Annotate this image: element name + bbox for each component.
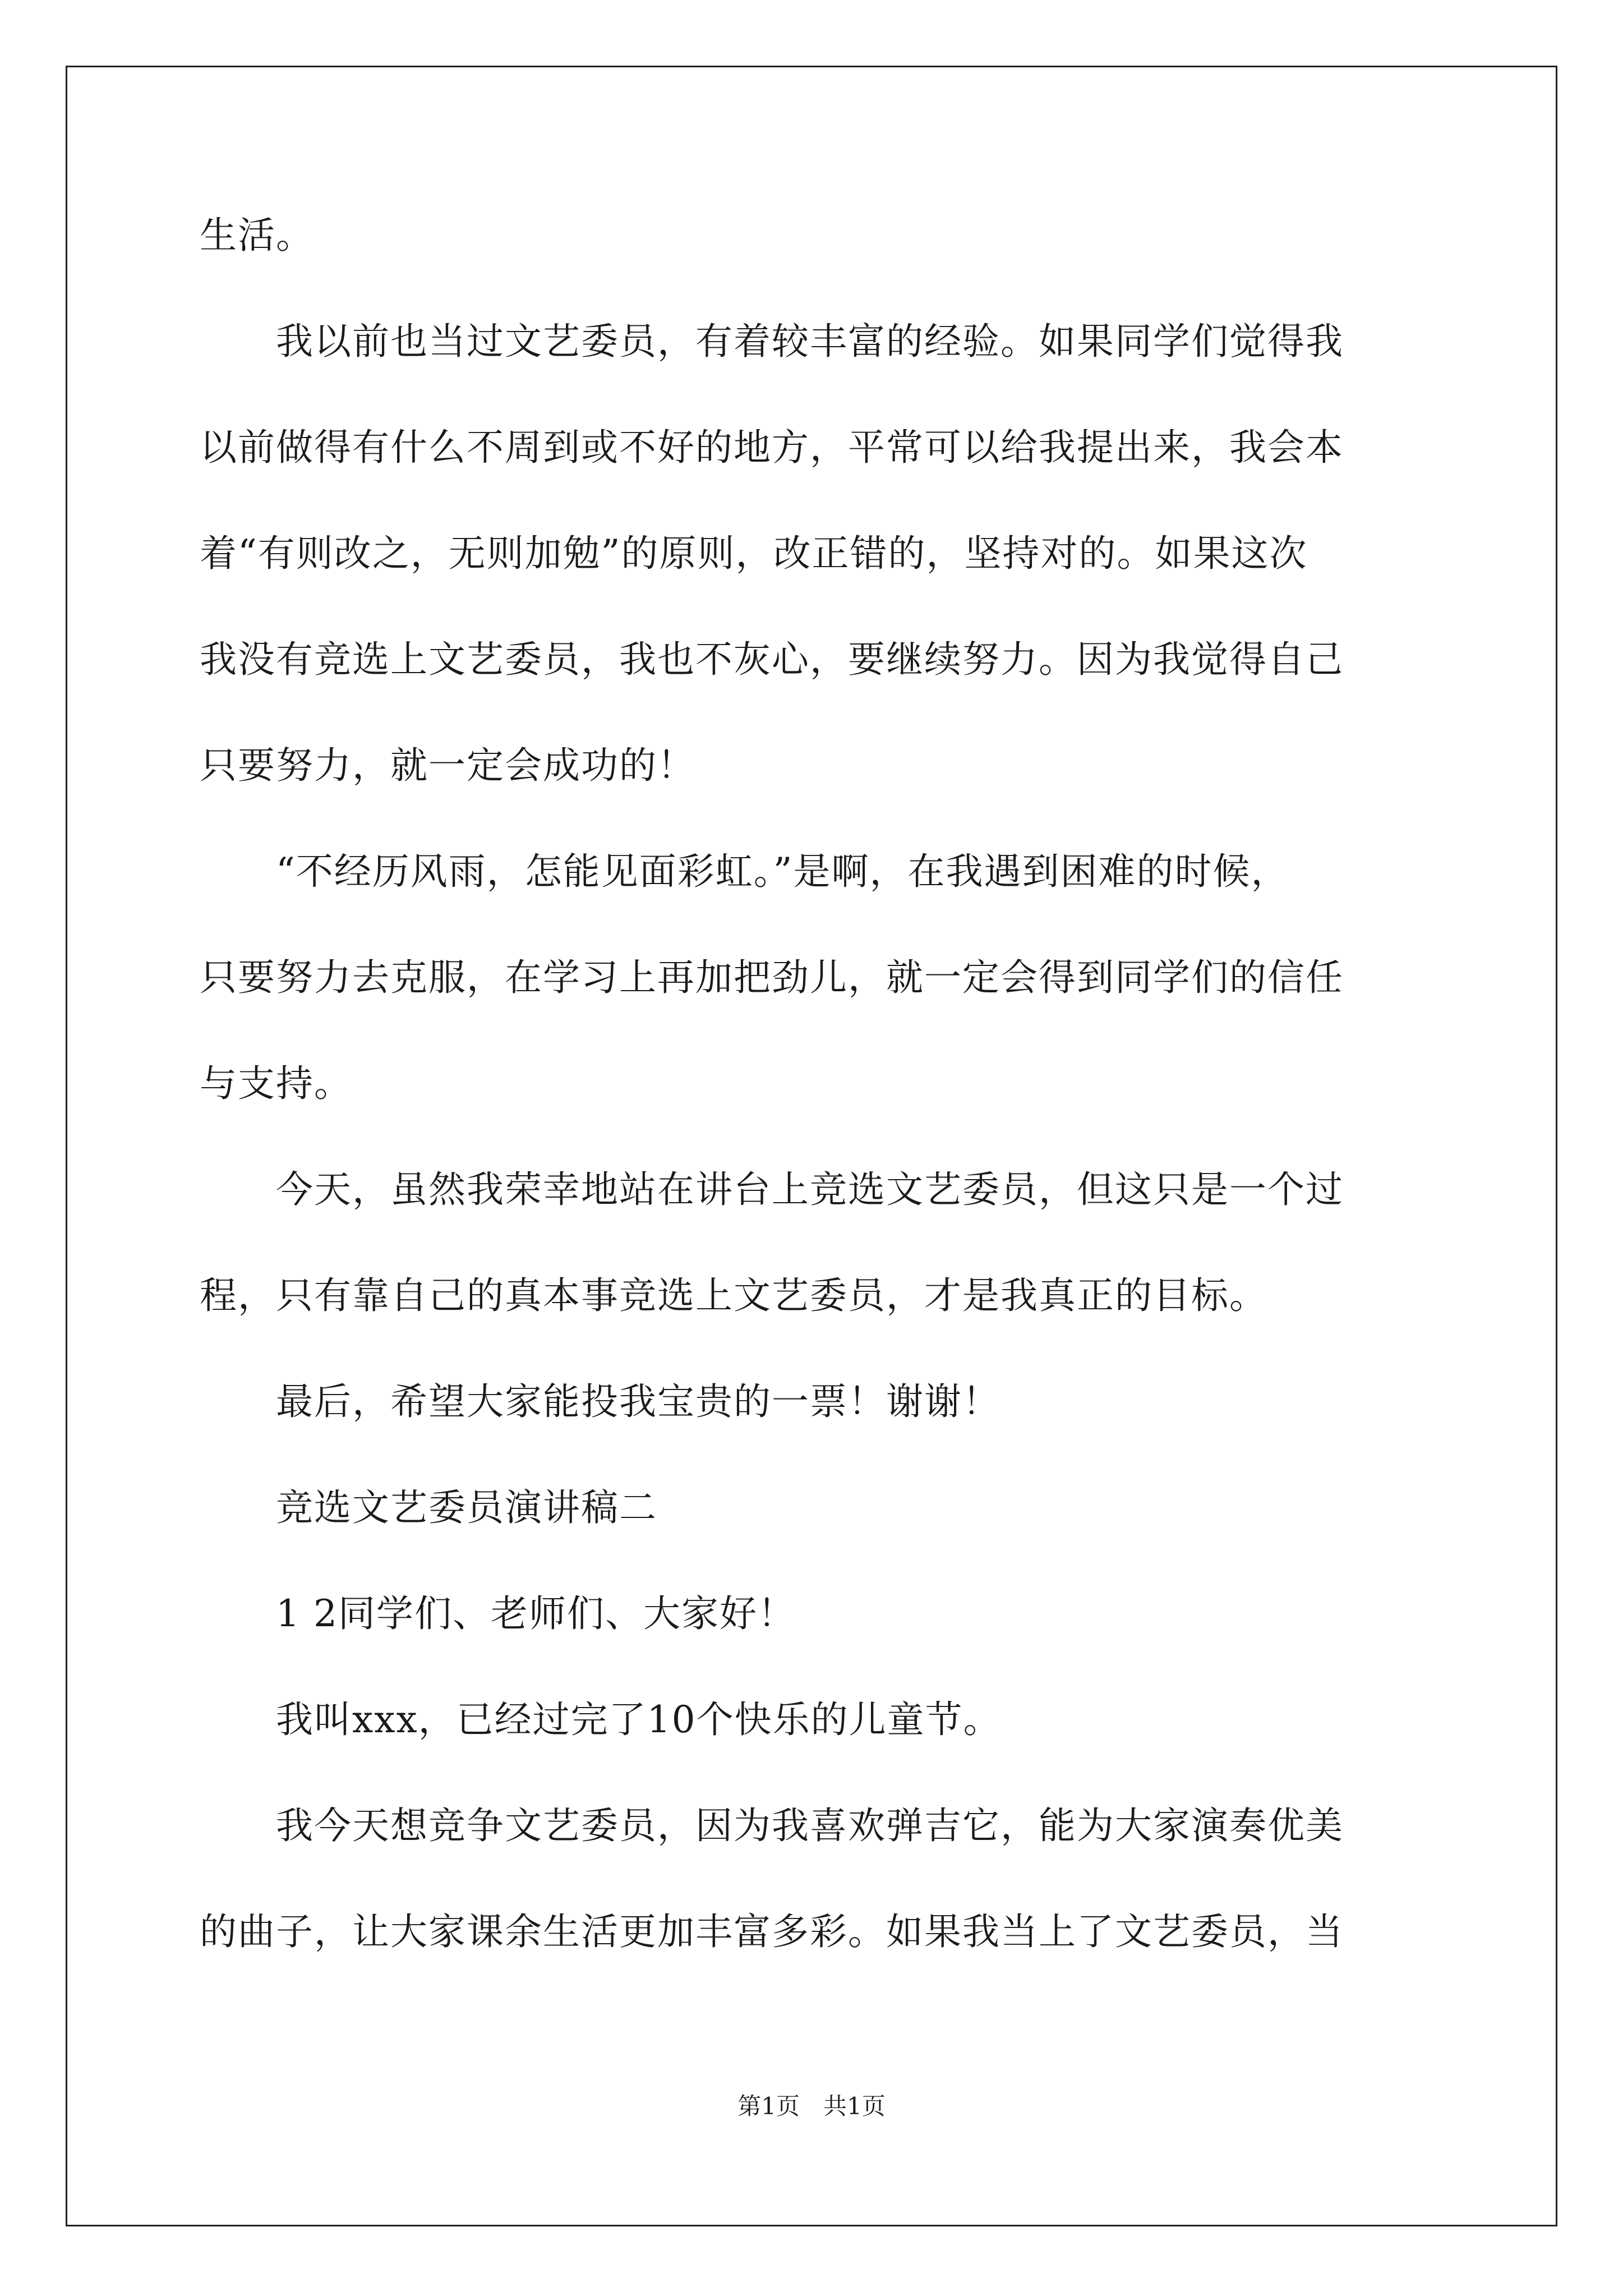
text-line: 只要努力，就一定会成功的！ <box>200 744 695 787</box>
text-line: 的曲子，让大家课余生活更加丰富多彩。如果我当上了文艺委员，当 <box>200 1910 1344 1953</box>
page-number-footer: 第1页 共1页 <box>737 2092 886 2120</box>
text-line: 1 2同学们、老师们、大家好！ <box>200 1592 796 1635</box>
text-line: 与支持。 <box>200 1062 352 1105</box>
text-line: 我没有竞选上文艺委员，我也不灰心，要继续努力。因为我觉得自己 <box>200 638 1344 681</box>
text-line: 生活。 <box>200 214 314 257</box>
text-line: 最后，希望大家能投我宝贵的一票！谢谢！ <box>200 1380 1000 1423</box>
section-heading: 竞选文艺委员演讲稿二 <box>200 1486 657 1529</box>
text-line: 着“有则改之，无则加勉”的原则，改正错的，坚持对的。如果这次 <box>200 532 1308 575</box>
text-line: 今天，虽然我荣幸地站在讲台上竞选文艺委员，但这只是一个过 <box>200 1168 1344 1211</box>
text-line: 我以前也当过文艺委员，有着较丰富的经验。如果同学们觉得我 <box>200 320 1344 363</box>
text-line: 我叫xxx，已经过完了10个快乐的儿童节。 <box>200 1698 1002 1741</box>
page-border <box>66 66 1557 2226</box>
text-line: 我今天想竞争文艺委员，因为我喜欢弹吉它，能为大家演奏优美 <box>200 1804 1344 1847</box>
text-line: 只要努力去克服，在学习上再加把劲儿，就一定会得到同学们的信任 <box>200 956 1344 999</box>
text-line: 以前做得有什么不周到或不好的地方，平常可以给我提出来，我会本 <box>200 426 1344 469</box>
text-line: 程，只有靠自己的真本事竞选上文艺委员，才是我真正的目标。 <box>200 1274 1267 1317</box>
text-line: “不经历风雨，怎能见面彩虹。”是啊，在我遇到困难的时候， <box>200 850 1289 893</box>
